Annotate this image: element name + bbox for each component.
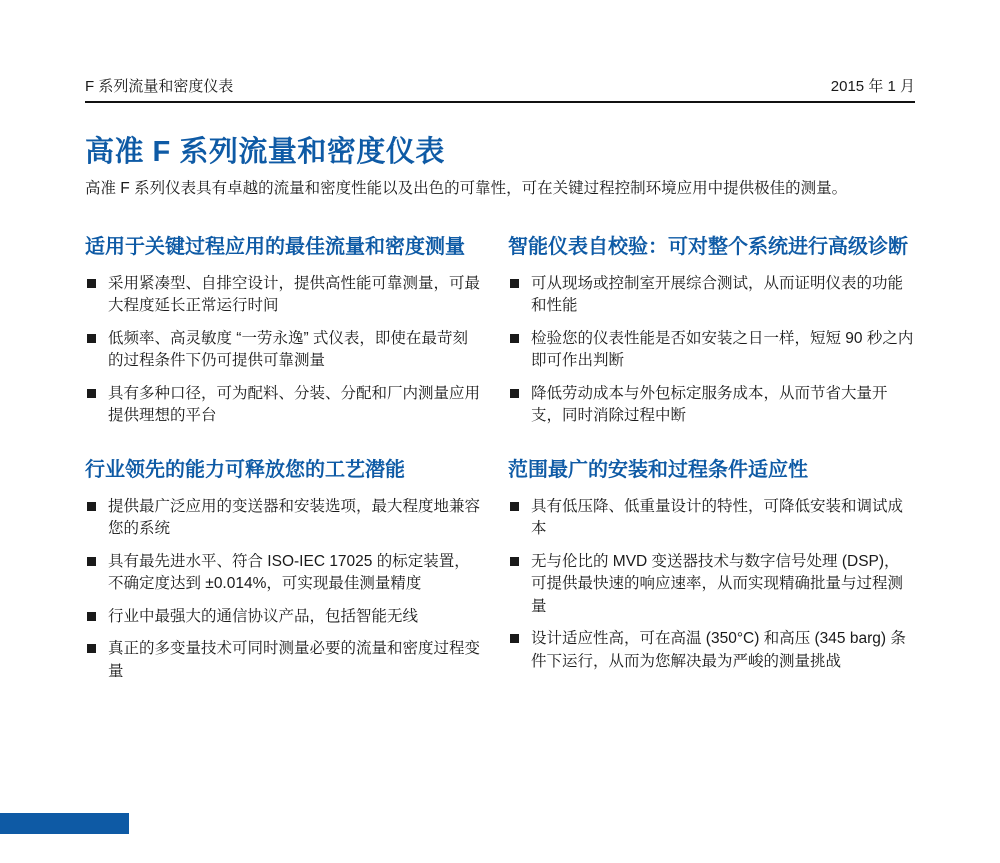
header-date: 2015 年 1 月 <box>830 78 915 95</box>
list-item <box>508 496 915 541</box>
bullet-list <box>85 496 483 683</box>
bullet-text: 提供最广泛应用的变送器和安装选项，最大程度地兼容您的系统 <box>108 497 481 538</box>
bullet-square-icon <box>87 557 96 566</box>
list-item <box>85 328 483 373</box>
bullet-square-icon <box>87 279 96 288</box>
bullet-text: 具有多种口径，可为配料、分装、分配和厂内测量应用提供理想的平台 <box>108 384 481 425</box>
bullet-text: 真正的多变量技术可同时测量必要的流量和密度过程变量 <box>108 640 481 680</box>
bullet-text: 采用紧凑型、自排空设计，提供高性能可靠测量，可最大程度延长正常运行时间 <box>108 275 481 315</box>
bullet-text: 具有低压降、低重量设计的特性，可降低安装和调试成本 <box>531 497 904 538</box>
bullet-square-icon <box>87 502 96 511</box>
datasheet-page <box>85 0 915 863</box>
section-heading: 智能仪表自校验：可对整个系统进行高级诊断 <box>508 236 908 259</box>
section-flow-density-measurement <box>85 233 483 428</box>
bullet-text: 无与伦比的 MVD 变送器技术与数字信号处理 (DSP)，可提供最快速的响应速率，从而实现精确批量与过程测量 <box>531 552 904 615</box>
page-title: 高准 F 系列流量和密度仪表 <box>85 136 445 168</box>
bullet-text: 可从现场或控制室开展综合测试，从而证明仪表的功能和性能 <box>531 275 904 315</box>
page-header <box>85 0 915 103</box>
right-column <box>508 233 915 693</box>
bullet-list <box>508 273 915 428</box>
list-item <box>508 383 915 428</box>
list-item <box>85 273 483 318</box>
header-doc-title: F 系列流量和密度仪表 <box>85 78 234 95</box>
bullet-text: 降低劳动成本与外包标定服务成本，从而节省大量开支，同时消除过程中断 <box>531 384 888 425</box>
list-item <box>85 496 483 541</box>
bullet-text: 行业中最强大的通信协议产品，包括智能无线 <box>108 607 419 625</box>
intro-paragraph: 高准 F 系列仪表具有卓越的流量和密度性能以及出色的可靠性，可在关键过程控制环境应用中提供极佳的测量。 <box>85 180 848 197</box>
two-column-layout <box>85 233 915 693</box>
bullet-list <box>508 496 915 673</box>
bullet-square-icon <box>510 389 519 398</box>
list-item <box>508 551 915 618</box>
bullet-square-icon <box>510 634 519 643</box>
left-column <box>85 233 483 693</box>
list-item <box>85 551 483 596</box>
section-installation-adaptability <box>508 456 915 673</box>
bullet-square-icon <box>87 389 96 398</box>
section-industry-leading-capability <box>85 456 483 683</box>
bullet-square-icon <box>510 502 519 511</box>
list-item <box>85 638 483 683</box>
list-item <box>85 383 483 428</box>
bullet-text: 具有最先进水平、符合 ISO-IEC 17025 的标定装置，不确定度达到 ±0.014%，可实现最佳测量精度 <box>108 552 470 593</box>
bullet-square-icon <box>510 557 519 566</box>
bullet-text: 设计适应性高，可在高温 (350°C) 和高压 (345 barg) 条件下运行，从而为您解决最为严峻的测量挑战 <box>531 630 906 670</box>
bullet-square-icon <box>510 334 519 343</box>
bullet-square-icon <box>87 334 96 343</box>
list-item <box>508 628 915 673</box>
section-heading: 行业领先的能力可释放您的工艺潜能 <box>85 458 405 481</box>
list-item <box>508 328 915 373</box>
list-item <box>508 273 915 318</box>
bullet-text: 低频率、高灵敏度 “一劳永逸” 式仪表，即使在最苛刻的过程条件下仍可提供可靠测量 <box>108 329 468 370</box>
section-heading: 适用于关键过程应用的最佳流量和密度测量 <box>85 236 465 259</box>
bullet-list <box>85 273 483 428</box>
footer-brand-bar <box>0 813 129 834</box>
bullet-square-icon <box>510 279 519 288</box>
list-item <box>85 606 483 628</box>
section-smart-meter-verification <box>508 233 915 428</box>
section-heading: 范围最广的安装和过程条件适应性 <box>508 458 808 481</box>
bullet-square-icon <box>87 612 96 621</box>
bullet-text: 检验您的仪表性能是否如安装之日一样，短短 90 秒之内即可作出判断 <box>531 329 914 370</box>
bullet-square-icon <box>87 644 96 653</box>
